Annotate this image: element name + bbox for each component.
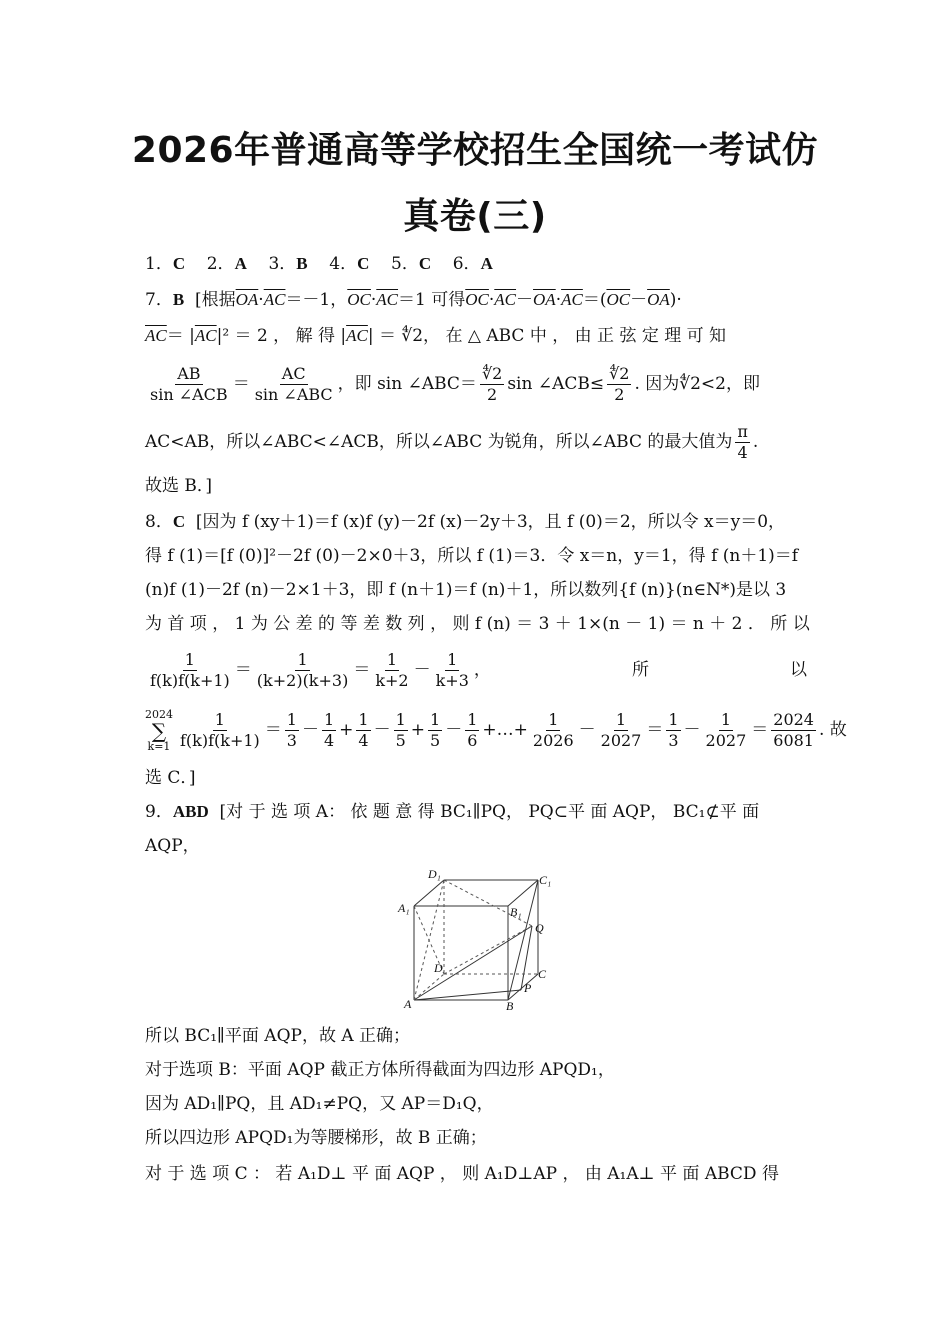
page-title-line1: 2026年普通高等学校招生全国统一考试仿 bbox=[131, 130, 819, 171]
denominator: 2 bbox=[487, 385, 498, 404]
sum-upper: 2024 bbox=[145, 707, 173, 721]
fraction bbox=[394, 710, 408, 751]
answer: C bbox=[172, 254, 186, 273]
fraction bbox=[356, 710, 370, 751]
denominator: 4 bbox=[358, 731, 369, 750]
fraction bbox=[465, 710, 479, 751]
numerator: 1 bbox=[358, 710, 369, 729]
numerator: AC bbox=[281, 364, 306, 383]
text: |² ＝ 2 ， 解 得 | bbox=[216, 326, 347, 346]
label-c1: C₁ bbox=[539, 873, 552, 887]
q8-line4: 为 首 项 ， 1 为 公 差 的 等 差 数 列 ， 则 f (n) ＝ 3 ＋ 1×(n － 1) ＝ n ＋ 2 ． 所 以 bbox=[145, 614, 810, 634]
numerator: π bbox=[737, 422, 748, 441]
sum-symbol: ∑ bbox=[151, 718, 167, 743]
numerator: 1 bbox=[297, 650, 308, 669]
q7-line4 bbox=[145, 418, 807, 466]
text: ＝－1， bbox=[285, 290, 348, 310]
text: ， bbox=[473, 660, 491, 680]
numerator: 1 bbox=[720, 710, 731, 729]
text: . bbox=[752, 432, 759, 452]
answer: C bbox=[357, 254, 370, 273]
answer: ABD bbox=[172, 802, 209, 821]
vector-oa: $\overline{OA}$ bbox=[647, 290, 670, 309]
q-num: 2． bbox=[206, 254, 235, 274]
q8-line7: 选 C．] bbox=[145, 768, 196, 788]
fraction bbox=[434, 650, 471, 691]
denominator: 3 bbox=[286, 731, 297, 750]
denominator: 2 bbox=[614, 385, 625, 404]
fraction bbox=[531, 710, 576, 751]
text: ＝ | bbox=[166, 326, 195, 346]
numerator: 1 bbox=[467, 710, 478, 729]
fraction bbox=[704, 710, 749, 751]
text: . 因为∜2<2，即 bbox=[634, 374, 760, 394]
q8-line5 bbox=[145, 646, 807, 694]
denominator: 2027 bbox=[600, 731, 642, 750]
vector-ac: $\overline{AC}$ bbox=[346, 326, 368, 345]
vector-ac: $\overline{AC}$ bbox=[494, 290, 517, 309]
numerator: 1 bbox=[447, 650, 458, 669]
text: [根据 bbox=[194, 290, 236, 310]
q9-line2: AQP， bbox=[145, 836, 200, 856]
label-d1: D₁ bbox=[428, 867, 441, 881]
answer: C bbox=[418, 254, 432, 273]
denominator: k+3 bbox=[435, 671, 469, 690]
fraction bbox=[285, 710, 299, 751]
vector-ac: $\overline{AC}$ bbox=[561, 290, 583, 309]
edge-ad bbox=[414, 974, 444, 1000]
fraction bbox=[178, 710, 262, 751]
fraction bbox=[480, 364, 504, 405]
vector-oa: $\overline{OA}$ bbox=[533, 290, 556, 309]
denominator: k+2 bbox=[375, 671, 409, 690]
answer: C bbox=[172, 512, 186, 531]
numerator: AB bbox=[177, 364, 201, 383]
numerator: 1 bbox=[184, 650, 195, 669]
q-num: 5． bbox=[391, 254, 419, 274]
label-b1: B₁ bbox=[510, 905, 522, 919]
numerator: 1 bbox=[430, 710, 441, 729]
text: sin ∠ACB≤ bbox=[507, 374, 605, 394]
text: [因为 f (xy＋1)＝f (x)f (y)－2f (x)－2y＋3，且 f (0)＝2，所以令 x＝y＝0， bbox=[195, 512, 786, 532]
q9-line4: 对于选项 B：平面 AQP 截正方体所得截面为四边形 APQD₁， bbox=[145, 1060, 615, 1080]
q7-line1: 7．B [根据$\overline{OA}\cdot\overline{AC}=-1$，$\overline{OC}\cdot\overline{AC}=1$ 可得$\overline{OC}\cdot\overline{AC}-\overline{OA}\cdot\overline{AC}=(\overline{OC}-\overline{OA})\cdot$ bbox=[145, 290, 682, 310]
fraction bbox=[253, 364, 335, 405]
line-aq bbox=[414, 926, 532, 1000]
q7-line5: 故选 B．] bbox=[145, 476, 213, 496]
line-dq bbox=[444, 926, 532, 974]
denominator: 2027 bbox=[705, 731, 747, 750]
label-c: C bbox=[538, 967, 547, 981]
denominator: 5 bbox=[430, 731, 441, 750]
vector-ac: $\overline{AC}$ bbox=[376, 290, 399, 309]
q7-line2 bbox=[145, 324, 807, 348]
fraction bbox=[607, 364, 631, 405]
sum-expression: $\frac{1}{f(k)f(k+1)}$ ＝ $\frac{1}{(k+2)(k+3)}$ ＝ $\frac{1}{k+2}$ － $\frac{1}{k+3}$ ， bbox=[150, 650, 491, 690]
q8-line3: (n)f (1)－2f (n)－2×1＋3，即 f (n＋1)＝f (n)＋1，所以数列{f (n)}(n∈N*)是以 3 bbox=[145, 580, 787, 600]
vector-oc: $\overline{OC}$ bbox=[606, 290, 631, 309]
numerator: ∜2 bbox=[609, 364, 630, 383]
vector-ac: $\overline{AC}$ bbox=[263, 290, 286, 309]
q-num: 8． bbox=[145, 512, 173, 532]
label-b: B bbox=[506, 999, 514, 1013]
q-num: 6． bbox=[452, 254, 481, 274]
vector-ac: $\overline{AC}$ bbox=[194, 326, 217, 345]
label-d: D bbox=[434, 961, 443, 975]
numerator: 1 bbox=[323, 710, 335, 729]
series-expression: 2024 ∑ k=1 $\frac{1}{f(k)f(k+1)}$ ＝ $\frac{1}{3}$ － $\frac{1}{4}$ + $\frac{1}{4}$ － $\frac{1}{5}$ + $\frac{1}{5}$ － $\frac{1}{6}$ +…+ $\frac{1}{2026}$ － $\frac{1}{2027}$ ＝ $\frac{1}{3}$ － $\frac{1}{2027}$ ＝ $\frac{2024}{6081}$ bbox=[145, 707, 814, 753]
text: )· bbox=[669, 290, 682, 310]
q9-line5: 因为 AD₁∥PQ，且 AD₁≠PQ，又 AP＝D₁Q， bbox=[145, 1094, 494, 1114]
fraction bbox=[428, 710, 442, 751]
denominator: sin ∠ABC bbox=[254, 385, 333, 404]
fraction bbox=[148, 364, 230, 405]
numerator: 1 bbox=[386, 650, 398, 669]
numerator: 1 bbox=[214, 710, 225, 729]
text: AC<AB，所以∠ABC<∠ACB，所以∠ABC 为锐角，所以∠ABC 的最大值为 bbox=[145, 432, 733, 452]
line-d1q bbox=[444, 880, 532, 926]
answer: B bbox=[172, 290, 185, 309]
text: 所 bbox=[631, 660, 649, 680]
text: ＝1 可得 bbox=[398, 290, 466, 310]
fraction bbox=[148, 650, 232, 691]
label-a: A bbox=[404, 997, 412, 1011]
vector-oc: $\overline{OC}$ bbox=[347, 290, 371, 309]
label-q: Q bbox=[535, 921, 544, 935]
fraction bbox=[599, 710, 644, 751]
q7-line3: $\frac{AB}{\text{sin ∠ACB}}$ ＝ $\frac{AC}{\text{sin ∠ABC}}$ ，即 sin ∠ABC＝ $\frac{∜2}{2}$ sin ∠ACB≤ $\frac{∜2}{2}$ . 因为∜2<2，即 bbox=[150, 364, 760, 404]
denominator: 4 bbox=[323, 731, 335, 750]
text: － bbox=[516, 290, 534, 310]
q9-line7: 对 于 选 项 C ： 若 A₁D⊥ 平 面 AQP ， 则 A₁D⊥AP ， 由 A₁A⊥ 平 面 ABCD 得 bbox=[145, 1164, 779, 1184]
fraction bbox=[373, 650, 410, 691]
q-num: 7． bbox=[145, 290, 173, 310]
answer: A bbox=[480, 254, 493, 273]
fraction bbox=[735, 422, 750, 463]
numerator: 1 bbox=[548, 710, 559, 729]
text: ，即 sin ∠ABC＝ bbox=[337, 374, 477, 394]
q8-line2: 得 f (1)＝[f (0)]²－2f (0)－2×0＋3，所以 f (1)＝3．令 x＝n，y＝1，得 f (n＋1)＝f bbox=[145, 546, 799, 566]
answer: A bbox=[234, 254, 247, 273]
denominator: (k+2)(k+3) bbox=[256, 671, 349, 690]
page-title-line2: 真卷(三) bbox=[403, 196, 547, 237]
numerator: 1 bbox=[668, 710, 679, 729]
text: [对 于 选 项 A： 依 题 意 得 BC₁∥PQ， PQ⊂平 面 AQP， BC₁⊄平 面 bbox=[219, 802, 760, 822]
vector-oc: $\overline{OC}$ bbox=[465, 290, 489, 309]
text: | ＝ ∜2， 在 △ ABC 中 ， 由 正 弦 定 理 可 知 bbox=[367, 326, 727, 346]
cube-figure bbox=[396, 866, 556, 1012]
text: 以 bbox=[789, 660, 807, 680]
text: . 故 bbox=[818, 720, 847, 740]
numerator: 1 bbox=[615, 710, 627, 729]
q-num: 3． bbox=[268, 254, 297, 274]
vector-ac: $\overline{AC}$ bbox=[145, 326, 167, 345]
numerator: 1 bbox=[286, 710, 297, 729]
denominator: f(k)f(k+1) bbox=[150, 671, 230, 690]
denominator: 4 bbox=[737, 443, 748, 462]
fraction bbox=[322, 710, 336, 751]
sigma bbox=[145, 709, 173, 753]
fraction bbox=[255, 650, 351, 691]
denominator: 6 bbox=[467, 731, 478, 750]
denominator: 5 bbox=[395, 731, 406, 750]
q-num: 1． bbox=[145, 254, 173, 274]
text: ＝( bbox=[582, 290, 607, 310]
label-a1: A₁ bbox=[398, 901, 410, 915]
text: +…+ bbox=[482, 720, 528, 740]
edge-a1d1 bbox=[414, 880, 444, 906]
q9-line3: 所以 BC₁∥平面 AQP，故 A 正确； bbox=[145, 1026, 411, 1046]
fraction bbox=[771, 710, 816, 751]
answers-row bbox=[145, 252, 807, 276]
vector-oa: $\overline{OA}$ bbox=[235, 290, 259, 309]
denominator: f(k)f(k+1) bbox=[180, 731, 260, 750]
numerator: 1 bbox=[395, 710, 406, 729]
denominator: sin ∠ACB bbox=[150, 385, 228, 404]
q-num: 4． bbox=[329, 254, 358, 274]
fraction bbox=[666, 710, 680, 751]
q9-line1 bbox=[145, 800, 807, 824]
label-p: P bbox=[524, 981, 532, 995]
edge-b1c1 bbox=[508, 880, 538, 906]
sum-lower: k=1 bbox=[147, 739, 171, 753]
q9-line6: 所以四边形 APQD₁为等腰梯形，故 B 正确； bbox=[145, 1128, 487, 1148]
denominator: 2026 bbox=[532, 731, 574, 750]
answer: B bbox=[296, 254, 308, 273]
q8-line6 bbox=[145, 702, 847, 758]
line-ap bbox=[414, 990, 521, 1000]
line-bc1 bbox=[508, 880, 538, 1000]
denominator: 3 bbox=[668, 731, 679, 750]
q-num: 9． bbox=[145, 802, 173, 822]
denominator: 6081 bbox=[773, 731, 814, 750]
q8-line1 bbox=[145, 510, 807, 534]
numerator: 2024 bbox=[773, 710, 814, 729]
numerator: ∜2 bbox=[481, 364, 503, 383]
